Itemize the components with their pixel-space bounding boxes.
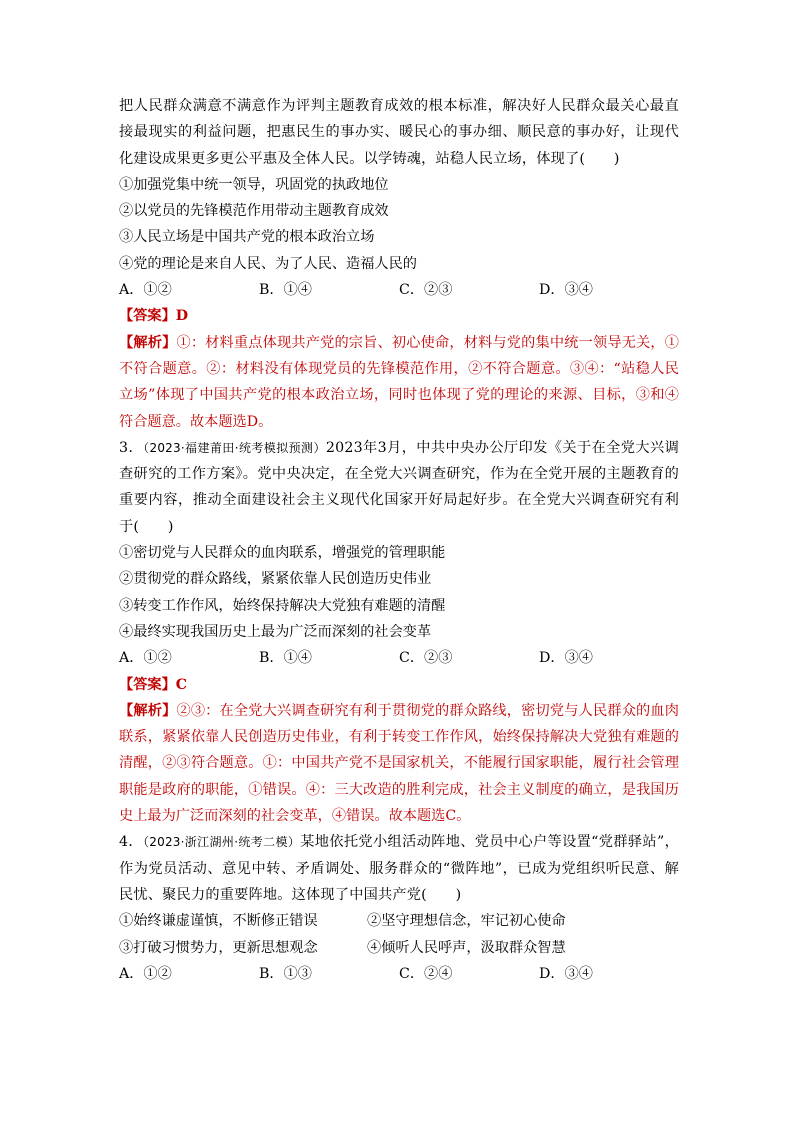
q3-analysis bbox=[119, 698, 679, 829]
q2-item-4: ④党的理论是来自人民、为了人民、造福人民的 bbox=[119, 255, 417, 272]
q3-stem-block bbox=[119, 435, 679, 540]
q2-choice-d: D．③④ bbox=[539, 282, 593, 299]
q2-choice-a: A．①② bbox=[119, 282, 172, 299]
q4-items-row-1 bbox=[119, 908, 679, 934]
q4-choice-a: A．①② bbox=[119, 965, 172, 982]
q3-choice-c: C．②③ bbox=[399, 650, 453, 667]
q4-choice-c: C．②④ bbox=[399, 965, 453, 982]
q2-analysis-label: 【解析】 bbox=[119, 334, 177, 351]
q2-analysis bbox=[119, 330, 679, 435]
q4-choice-b: B．①③ bbox=[259, 965, 312, 982]
q2-answer-value: D bbox=[175, 308, 189, 325]
q2-item-3: ③人民立场是中国共产党的根本政治立场 bbox=[119, 229, 375, 246]
q2-answer-label: 【答案】 bbox=[119, 308, 176, 325]
q3-answer-label: 【答案】 bbox=[119, 676, 176, 693]
q4-stem: 某地依托党小组活动阵地、党员中心户等设置“党群驿站”，作为党员活动、意见中转、矛盾调处、服务群众的“微阵地”，已成为党组织听民意、解民忧、聚民力的重要阵地。这体现了中国共产党( ) bbox=[119, 834, 679, 903]
q2-item-2: ②以党员的先锋模范作用带动主题教育成效 bbox=[119, 203, 389, 220]
q3-analysis-label: 【解析】 bbox=[119, 702, 177, 719]
q2-answer bbox=[119, 303, 679, 329]
q4-item-4: ④倾听人民呼声，汲取群众智慧 bbox=[367, 939, 566, 956]
q2-choices bbox=[119, 277, 679, 303]
q2-item-1: ①加强党集中统一领导，巩固党的执政地位 bbox=[119, 176, 389, 193]
q2-analysis-text: ①：材料重点体现共产党的宗旨、初心使命，材料与党的集中统一领导无关，①不符合题意。②：材料没有体现党员的先锋模范作用，②不符合题意。③④：“站稳人民立场”体现了中国共产党的根本政治立场，同时也体现了党的理论的来源、目标，③和④符合题意。故本题选D。 bbox=[119, 334, 679, 430]
q3-source: （2023·福建莆田·统考模拟预测） bbox=[143, 440, 326, 455]
q3-answer bbox=[119, 672, 679, 698]
q3-stem: 2023年3月，中共中央办公厅印发《关于在全党大兴调查研究的工作方案》。党中央决定，在全党大兴调查研究，作为在全党开展的主题教育的重要内容，推动全面建设社会主义现代化国家开好局起好步。在全党大兴调查研究有利于( ) bbox=[119, 439, 679, 535]
q4-number: 4． bbox=[119, 834, 143, 851]
q3-item-2: ②贯彻党的群众路线，紧紧依靠人民创造历史伟业 bbox=[119, 571, 432, 588]
q3-analysis-text: ②③：在全党大兴调查研究有利于贯彻党的群众路线，密切党与人民群众的血肉联系，紧紧依靠人民创造历史伟业，有利于转变工作作风，始终保持解决大党独有难题的清醒，②③符合题意。①：中国共产党不是国家机关，不能履行国家职能，履行社会管理职能是政府的职能，①错误。④：三大改造的胜利完成，社会主义制度的确立，是我国历史上最为广泛而深刻的社会变革，④错误。故本题选C。 bbox=[119, 702, 679, 825]
q4-item-3: ③打破习惯势力，更新思想观念 bbox=[119, 939, 318, 956]
q3-choices bbox=[119, 645, 679, 671]
q3-answer-value: C bbox=[175, 676, 188, 693]
q4-stem-block bbox=[119, 829, 679, 908]
q4-items-row-2 bbox=[119, 935, 679, 961]
q2-choice-c: C．②③ bbox=[399, 282, 453, 299]
q4-choice-d: D．③④ bbox=[539, 965, 593, 982]
q3-choice-d: D．③④ bbox=[539, 650, 593, 667]
page-content bbox=[119, 93, 679, 987]
q3-number: 3． bbox=[119, 439, 144, 456]
q2-choice-b: B．①④ bbox=[259, 282, 312, 299]
q4-source: （2023·浙江湖州·统考二模） bbox=[142, 835, 301, 850]
q2-stem: 把人民群众满意不满意作为评判主题教育成效的根本标准，解决好人民群众最关心最直接最现实的利益问题，把惠民生的事办实、暖民心的事办细、顺民意的事办好，让现代化建设成果更多更公平惠及全体人民。以学铸魂，站稳人民立场，体现了( ) bbox=[119, 98, 679, 167]
q4-choices bbox=[119, 961, 679, 987]
q3-choice-b: B．①④ bbox=[259, 650, 312, 667]
q4-item-1: ①始终谦虚谨慎，不断修正错误 bbox=[119, 913, 318, 930]
q3-item-1: ①密切党与人民群众的血肉联系，增强党的管理职能 bbox=[119, 545, 446, 562]
q4-item-2: ②坚守理想信念，牢记初心使命 bbox=[367, 913, 566, 930]
q3-item-3: ③转变工作作风，始终保持解决大党独有难题的清醒 bbox=[119, 597, 446, 614]
q3-choice-a: A．①② bbox=[119, 650, 172, 667]
q3-item-4: ④最终实现我国历史上最为广泛而深刻的社会变革 bbox=[119, 623, 432, 640]
